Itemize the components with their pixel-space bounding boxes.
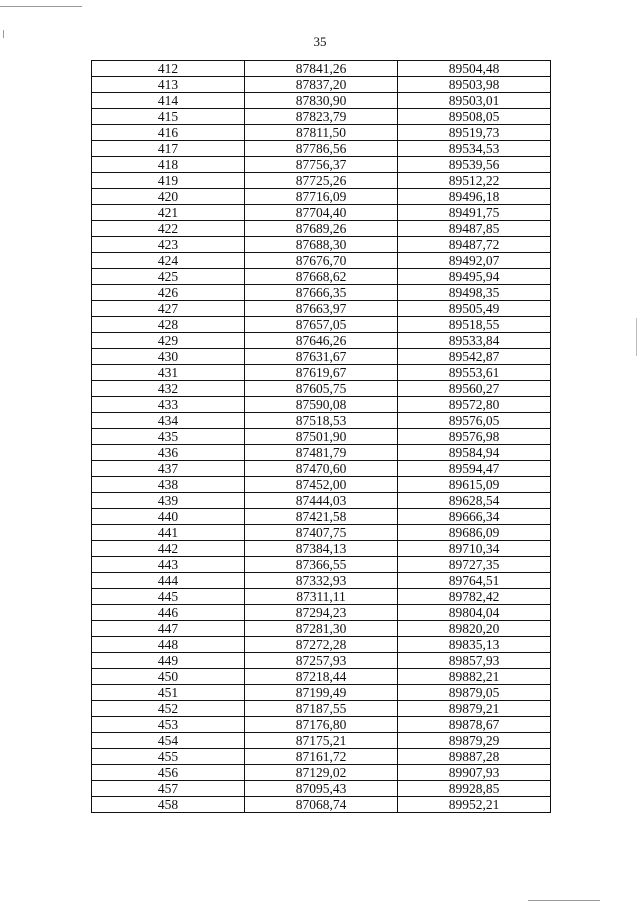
y-coordinate-cell: 89487,72 — [398, 237, 551, 253]
point-number-cell: 423 — [92, 237, 245, 253]
y-coordinate-cell: 89504,48 — [398, 61, 551, 77]
y-coordinate-cell: 89628,54 — [398, 493, 551, 509]
x-coordinate-cell: 87407,75 — [245, 525, 398, 541]
x-coordinate-cell: 87668,62 — [245, 269, 398, 285]
x-coordinate-cell: 87257,93 — [245, 653, 398, 669]
y-coordinate-cell: 89820,20 — [398, 621, 551, 637]
y-coordinate-cell: 89782,42 — [398, 589, 551, 605]
point-number-cell: 455 — [92, 749, 245, 765]
point-number-cell: 451 — [92, 685, 245, 701]
table-row — [92, 781, 551, 797]
y-coordinate-cell: 89584,94 — [398, 445, 551, 461]
table-row — [92, 109, 551, 125]
y-coordinate-cell: 89907,93 — [398, 765, 551, 781]
y-coordinate-cell: 89512,22 — [398, 173, 551, 189]
x-coordinate-cell: 87161,72 — [245, 749, 398, 765]
point-number-cell: 439 — [92, 493, 245, 509]
point-number-cell: 418 — [92, 157, 245, 173]
point-number-cell: 429 — [92, 333, 245, 349]
point-number-cell: 422 — [92, 221, 245, 237]
point-number-cell: 453 — [92, 717, 245, 733]
point-number-cell: 428 — [92, 317, 245, 333]
y-coordinate-cell: 89496,18 — [398, 189, 551, 205]
x-coordinate-cell: 87725,26 — [245, 173, 398, 189]
table-row — [92, 253, 551, 269]
y-coordinate-cell: 89572,80 — [398, 397, 551, 413]
y-coordinate-cell: 89534,53 — [398, 141, 551, 157]
point-number-cell: 420 — [92, 189, 245, 205]
x-coordinate-cell: 87657,05 — [245, 317, 398, 333]
point-number-cell: 419 — [92, 173, 245, 189]
x-coordinate-cell: 87187,55 — [245, 701, 398, 717]
table-row — [92, 733, 551, 749]
x-coordinate-cell: 87688,30 — [245, 237, 398, 253]
x-coordinate-cell: 87837,20 — [245, 77, 398, 93]
y-coordinate-cell: 89666,34 — [398, 509, 551, 525]
table-row — [92, 61, 551, 77]
table-row — [92, 557, 551, 573]
scan-edge-mark-right — [636, 318, 637, 356]
y-coordinate-cell: 89503,01 — [398, 93, 551, 109]
point-number-cell: 433 — [92, 397, 245, 413]
table-row — [92, 285, 551, 301]
table-row — [92, 749, 551, 765]
point-number-cell: 448 — [92, 637, 245, 653]
point-number-cell: 416 — [92, 125, 245, 141]
y-coordinate-cell: 89560,27 — [398, 381, 551, 397]
table-row — [92, 413, 551, 429]
x-coordinate-cell: 87841,26 — [245, 61, 398, 77]
x-coordinate-cell: 87590,08 — [245, 397, 398, 413]
table-row — [92, 381, 551, 397]
table-row — [92, 653, 551, 669]
table-row — [92, 797, 551, 813]
y-coordinate-cell: 89710,34 — [398, 541, 551, 557]
y-coordinate-cell: 89879,05 — [398, 685, 551, 701]
scan-edge-mark-bottom — [528, 900, 600, 901]
table-row — [92, 221, 551, 237]
point-number-cell: 432 — [92, 381, 245, 397]
point-number-cell: 450 — [92, 669, 245, 685]
point-number-cell: 440 — [92, 509, 245, 525]
table-row — [92, 205, 551, 221]
table-row — [92, 317, 551, 333]
y-coordinate-cell: 89576,98 — [398, 429, 551, 445]
point-number-cell: 413 — [92, 77, 245, 93]
y-coordinate-cell: 89542,87 — [398, 349, 551, 365]
y-coordinate-cell: 89495,94 — [398, 269, 551, 285]
x-coordinate-cell: 87605,75 — [245, 381, 398, 397]
x-coordinate-cell: 87704,40 — [245, 205, 398, 221]
x-coordinate-cell: 87470,60 — [245, 461, 398, 477]
x-coordinate-cell: 87501,90 — [245, 429, 398, 445]
x-coordinate-cell: 87756,37 — [245, 157, 398, 173]
x-coordinate-cell: 87176,80 — [245, 717, 398, 733]
point-number-cell: 417 — [92, 141, 245, 157]
y-coordinate-cell: 89857,93 — [398, 653, 551, 669]
table-row — [92, 189, 551, 205]
y-coordinate-cell: 89764,51 — [398, 573, 551, 589]
point-number-cell: 430 — [92, 349, 245, 365]
table-row — [92, 445, 551, 461]
point-number-cell: 414 — [92, 93, 245, 109]
x-coordinate-cell: 87272,28 — [245, 637, 398, 653]
table-row — [92, 461, 551, 477]
point-number-cell: 438 — [92, 477, 245, 493]
table-row — [92, 509, 551, 525]
table-row — [92, 765, 551, 781]
y-coordinate-cell: 89539,56 — [398, 157, 551, 173]
y-coordinate-cell: 89686,09 — [398, 525, 551, 541]
point-number-cell: 443 — [92, 557, 245, 573]
table-row — [92, 397, 551, 413]
table-row — [92, 269, 551, 285]
x-coordinate-cell: 87366,55 — [245, 557, 398, 573]
table-row — [92, 349, 551, 365]
x-coordinate-cell: 87716,09 — [245, 189, 398, 205]
x-coordinate-cell: 87175,21 — [245, 733, 398, 749]
x-coordinate-cell: 87095,43 — [245, 781, 398, 797]
x-coordinate-cell: 87689,26 — [245, 221, 398, 237]
x-coordinate-cell: 87646,26 — [245, 333, 398, 349]
table-row — [92, 429, 551, 445]
point-number-cell: 444 — [92, 573, 245, 589]
point-number-cell: 447 — [92, 621, 245, 637]
x-coordinate-cell: 87631,67 — [245, 349, 398, 365]
y-coordinate-cell: 89518,55 — [398, 317, 551, 333]
table-row — [92, 493, 551, 509]
point-number-cell: 446 — [92, 605, 245, 621]
y-coordinate-cell: 89804,04 — [398, 605, 551, 621]
y-coordinate-cell: 89879,29 — [398, 733, 551, 749]
point-number-cell: 454 — [92, 733, 245, 749]
y-coordinate-cell: 89492,07 — [398, 253, 551, 269]
y-coordinate-cell: 89879,21 — [398, 701, 551, 717]
table-row — [92, 333, 551, 349]
table-row — [92, 541, 551, 557]
x-coordinate-cell: 87619,67 — [245, 365, 398, 381]
table-row — [92, 669, 551, 685]
point-number-cell: 434 — [92, 413, 245, 429]
y-coordinate-cell: 89727,35 — [398, 557, 551, 573]
table-row — [92, 701, 551, 717]
x-coordinate-cell: 87786,56 — [245, 141, 398, 157]
x-coordinate-cell: 87294,23 — [245, 605, 398, 621]
x-coordinate-cell: 87281,30 — [245, 621, 398, 637]
y-coordinate-cell: 89576,05 — [398, 413, 551, 429]
point-number-cell: 425 — [92, 269, 245, 285]
table-row — [92, 365, 551, 381]
table-row — [92, 301, 551, 317]
point-number-cell: 412 — [92, 61, 245, 77]
table-row — [92, 573, 551, 589]
table-row — [92, 237, 551, 253]
x-coordinate-cell: 87663,97 — [245, 301, 398, 317]
y-coordinate-cell: 89508,05 — [398, 109, 551, 125]
y-coordinate-cell: 89519,73 — [398, 125, 551, 141]
x-coordinate-cell: 87332,93 — [245, 573, 398, 589]
point-number-cell: 445 — [92, 589, 245, 605]
y-coordinate-cell: 89882,21 — [398, 669, 551, 685]
table-row — [92, 525, 551, 541]
point-number-cell: 435 — [92, 429, 245, 445]
page-number: 35 — [313, 34, 327, 49]
x-coordinate-cell: 87129,02 — [245, 765, 398, 781]
y-coordinate-cell: 89503,98 — [398, 77, 551, 93]
x-coordinate-cell: 87823,79 — [245, 109, 398, 125]
table-row — [92, 477, 551, 493]
x-coordinate-cell: 87518,53 — [245, 413, 398, 429]
x-coordinate-cell: 87218,44 — [245, 669, 398, 685]
point-number-cell: 415 — [92, 109, 245, 125]
y-coordinate-cell: 89615,09 — [398, 477, 551, 493]
y-coordinate-cell: 89835,13 — [398, 637, 551, 653]
point-number-cell: 442 — [92, 541, 245, 557]
coordinate-table — [91, 60, 551, 813]
point-number-cell: 431 — [92, 365, 245, 381]
x-coordinate-cell: 87068,74 — [245, 797, 398, 813]
x-coordinate-cell: 87676,70 — [245, 253, 398, 269]
y-coordinate-cell: 89887,28 — [398, 749, 551, 765]
point-number-cell: 436 — [92, 445, 245, 461]
scan-edge-mark-top — [0, 0, 82, 7]
x-coordinate-cell: 87811,50 — [245, 125, 398, 141]
table-row — [92, 637, 551, 653]
x-coordinate-cell: 87311,11 — [245, 589, 398, 605]
point-number-cell: 452 — [92, 701, 245, 717]
x-coordinate-cell: 87452,00 — [245, 477, 398, 493]
x-coordinate-cell: 87666,35 — [245, 285, 398, 301]
x-coordinate-cell: 87481,79 — [245, 445, 398, 461]
y-coordinate-cell: 89498,35 — [398, 285, 551, 301]
table-row — [92, 589, 551, 605]
point-number-cell: 441 — [92, 525, 245, 541]
table-row — [92, 157, 551, 173]
y-coordinate-cell: 89952,21 — [398, 797, 551, 813]
point-number-cell: 457 — [92, 781, 245, 797]
y-coordinate-cell: 89491,75 — [398, 205, 551, 221]
point-number-cell: 456 — [92, 765, 245, 781]
coordinate-table-body — [92, 61, 551, 813]
table-row — [92, 605, 551, 621]
table-row — [92, 717, 551, 733]
point-number-cell: 449 — [92, 653, 245, 669]
table-row — [92, 125, 551, 141]
x-coordinate-cell: 87199,49 — [245, 685, 398, 701]
table-row — [92, 173, 551, 189]
x-coordinate-cell: 87384,13 — [245, 541, 398, 557]
x-coordinate-cell: 87830,90 — [245, 93, 398, 109]
point-number-cell: 437 — [92, 461, 245, 477]
table-row — [92, 621, 551, 637]
point-number-cell: 426 — [92, 285, 245, 301]
table-row — [92, 77, 551, 93]
point-number-cell: 421 — [92, 205, 245, 221]
x-coordinate-cell: 87444,03 — [245, 493, 398, 509]
point-number-cell: 458 — [92, 797, 245, 813]
y-coordinate-cell: 89505,49 — [398, 301, 551, 317]
table-row — [92, 141, 551, 157]
point-number-cell: 427 — [92, 301, 245, 317]
y-coordinate-cell: 89878,67 — [398, 717, 551, 733]
table-row — [92, 685, 551, 701]
y-coordinate-cell: 89553,61 — [398, 365, 551, 381]
x-coordinate-cell: 87421,58 — [245, 509, 398, 525]
table-row — [92, 93, 551, 109]
y-coordinate-cell: 89594,47 — [398, 461, 551, 477]
point-number-cell: 424 — [92, 253, 245, 269]
y-coordinate-cell: 89487,85 — [398, 221, 551, 237]
y-coordinate-cell: 89928,85 — [398, 781, 551, 797]
y-coordinate-cell: 89533,84 — [398, 333, 551, 349]
